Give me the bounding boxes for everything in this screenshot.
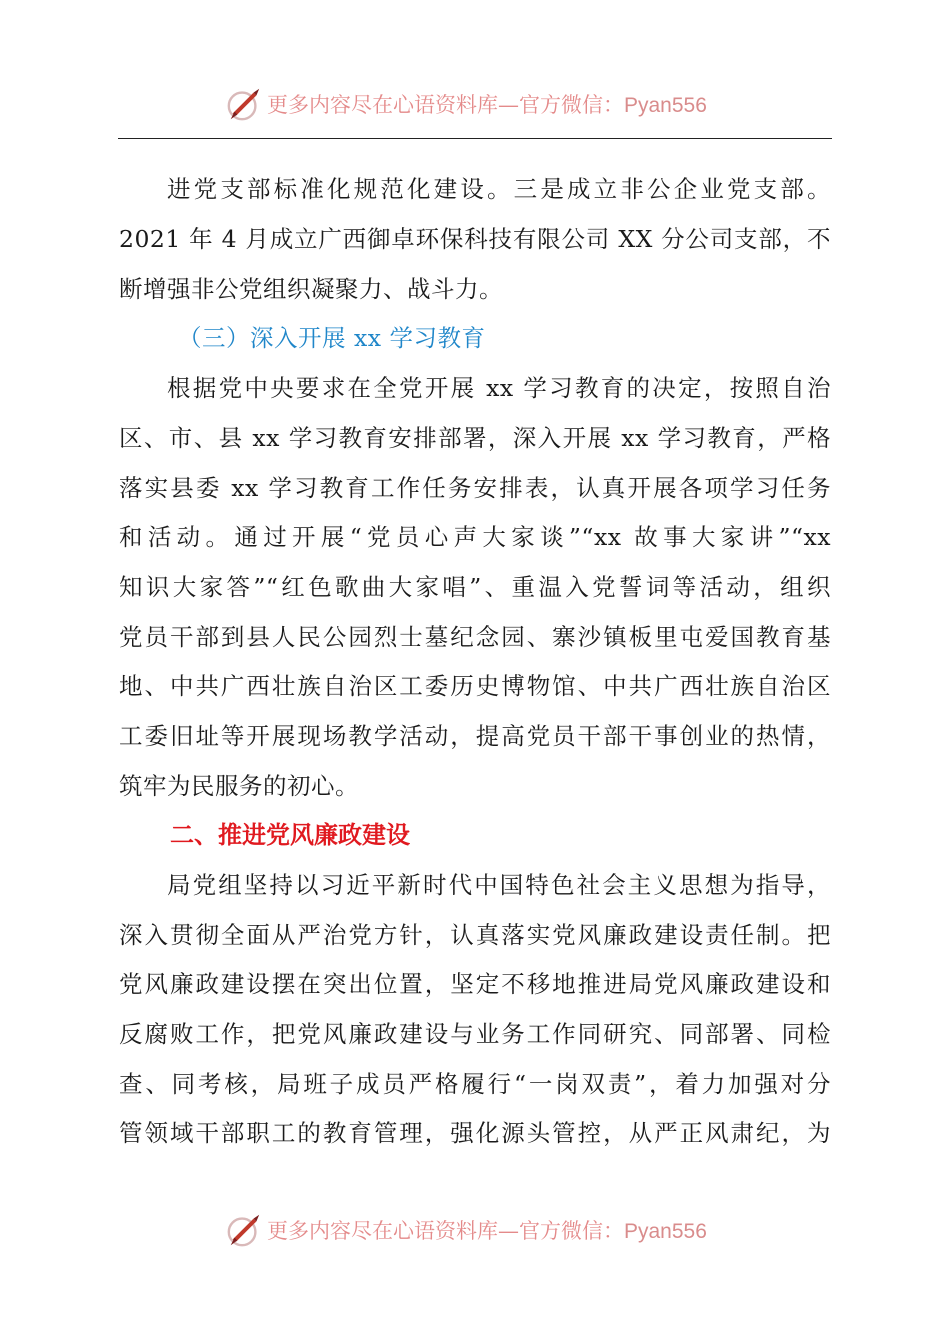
paragraph-line: 根据党中央要求在全党开展 xx 学习教育的决定，按照自治 bbox=[167, 374, 831, 402]
paragraph-line: 和活动。通过开展“党员心声大家谈”“xx 故事大家讲”“xx bbox=[119, 523, 831, 551]
header-divider bbox=[118, 138, 832, 139]
subheading: （三）深入开展 xx 学习教育 bbox=[178, 324, 486, 352]
paragraph-line: 知识大家答”“红色歌曲大家唱”、重温入党誓词等活动，组织 bbox=[119, 573, 831, 601]
section-heading: 二、推进党风廉政建设 bbox=[170, 821, 410, 849]
paragraph-line: 反腐败工作，把党风廉政建设与业务工作同研究、同部署、同检 bbox=[119, 1020, 831, 1048]
quill-pen-circle-icon bbox=[225, 1211, 263, 1249]
paragraph-line: 党员干部到县人民公园烈士墓纪念园、寨沙镇板里屯爱国教育基 bbox=[119, 623, 831, 651]
header-banner bbox=[225, 84, 707, 124]
banner-text bbox=[267, 1215, 707, 1245]
paragraph-line: 党风廉政建设摆在突出位置，坚定不移地推进局党风廉政建设和 bbox=[119, 970, 831, 998]
paragraph-line: 深入贯彻全面从严治党方针，认真落实党风廉政建设责任制。把 bbox=[119, 921, 831, 949]
footer-banner bbox=[225, 1210, 707, 1250]
paragraph-line: 2021 年 4 月成立广西御卓环保科技有限公司 XX 分公司支部，不 bbox=[119, 225, 831, 253]
paragraph-line: 地、中共广西壮族自治区工委历史博物馆、中共广西壮族自治区 bbox=[119, 672, 831, 700]
paragraph-line: 工委旧址等开展现场教学活动，提高党员干部干事创业的热情， bbox=[119, 722, 831, 750]
banner-label: 更多内容尽在心语资料库—官方微信： bbox=[267, 93, 624, 117]
banner-label: 更多内容尽在心语资料库—官方微信： bbox=[267, 1219, 624, 1243]
paragraph-line: 落实县委 xx 学习教育工作任务安排表，认真开展各项学习任务 bbox=[119, 474, 831, 502]
paragraph-line: 进党支部标准化规范化建设。三是成立非公企业党支部。 bbox=[167, 175, 831, 203]
paragraph-line: 管领域干部职工的教育管理，强化源头管控，从严正风肃纪，为 bbox=[119, 1119, 831, 1147]
paragraph-line: 筑牢为民服务的初心。 bbox=[119, 772, 359, 800]
paragraph-line: 区、市、县 xx 学习教育安排部署，深入开展 xx 学习教育，严格 bbox=[119, 424, 831, 452]
paragraph-line: 局党组坚持以习近平新时代中国特色社会主义思想为指导， bbox=[167, 871, 831, 899]
quill-pen-circle-icon bbox=[225, 85, 263, 123]
banner-text bbox=[267, 89, 707, 119]
paragraph-line: 查、同考核，局班子成员严格履行“一岗双责”，着力加强对分 bbox=[119, 1070, 831, 1098]
banner-wechat-id: Pyan556 bbox=[624, 94, 707, 117]
banner-wechat-id: Pyan556 bbox=[624, 1220, 707, 1243]
paragraph-line: 断增强非公党组织凝聚力、战斗力。 bbox=[119, 275, 503, 303]
